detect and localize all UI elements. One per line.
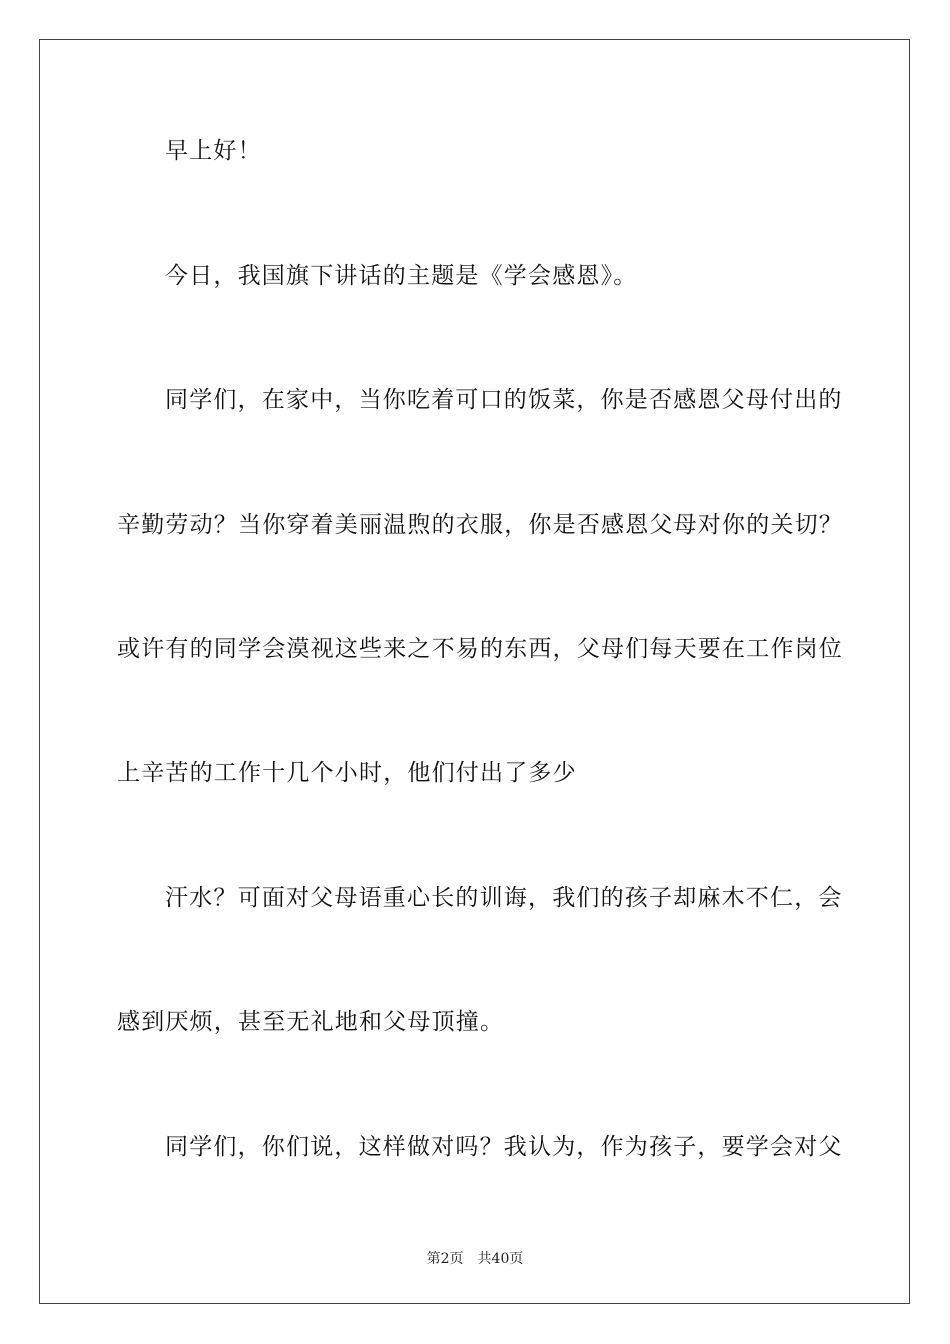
page-footer	[0, 1248, 950, 1268]
paragraph-line: 同学们，在家中，当你吃着可口的饭菜，你是否感恩父母付出的	[165, 387, 843, 413]
paragraph-line: 感到厌烦，甚至无礼地和父母顶撞。	[117, 1009, 505, 1035]
paragraph-greeting: 早上好！	[165, 138, 262, 164]
paragraph-topic: 今日，我国旗下讲话的主题是《学会感恩》。	[165, 263, 638, 289]
paragraph-line: 汗水？可面对父母语重心长的训诲，我们的孩子却麻木不仁，会	[165, 885, 843, 911]
page-number: 第2页	[426, 1251, 464, 1267]
page-total: 共40页	[477, 1251, 524, 1267]
paragraph-line: 上辛苦的工作十几个小时，他们付出了多少	[117, 760, 577, 786]
paragraph-line: 同学们，你们说，这样做对吗？我认为，作为孩子，要学会对父	[165, 1134, 843, 1160]
page-border	[39, 39, 910, 1304]
paragraph-line: 或许有的同学会漠视这些来之不易的东西，父母们每天要在工作岗位	[117, 636, 843, 662]
paragraph-line: 辛勤劳动？当你穿着美丽温煦的衣服，你是否感恩父母对你的关切？	[117, 512, 843, 538]
